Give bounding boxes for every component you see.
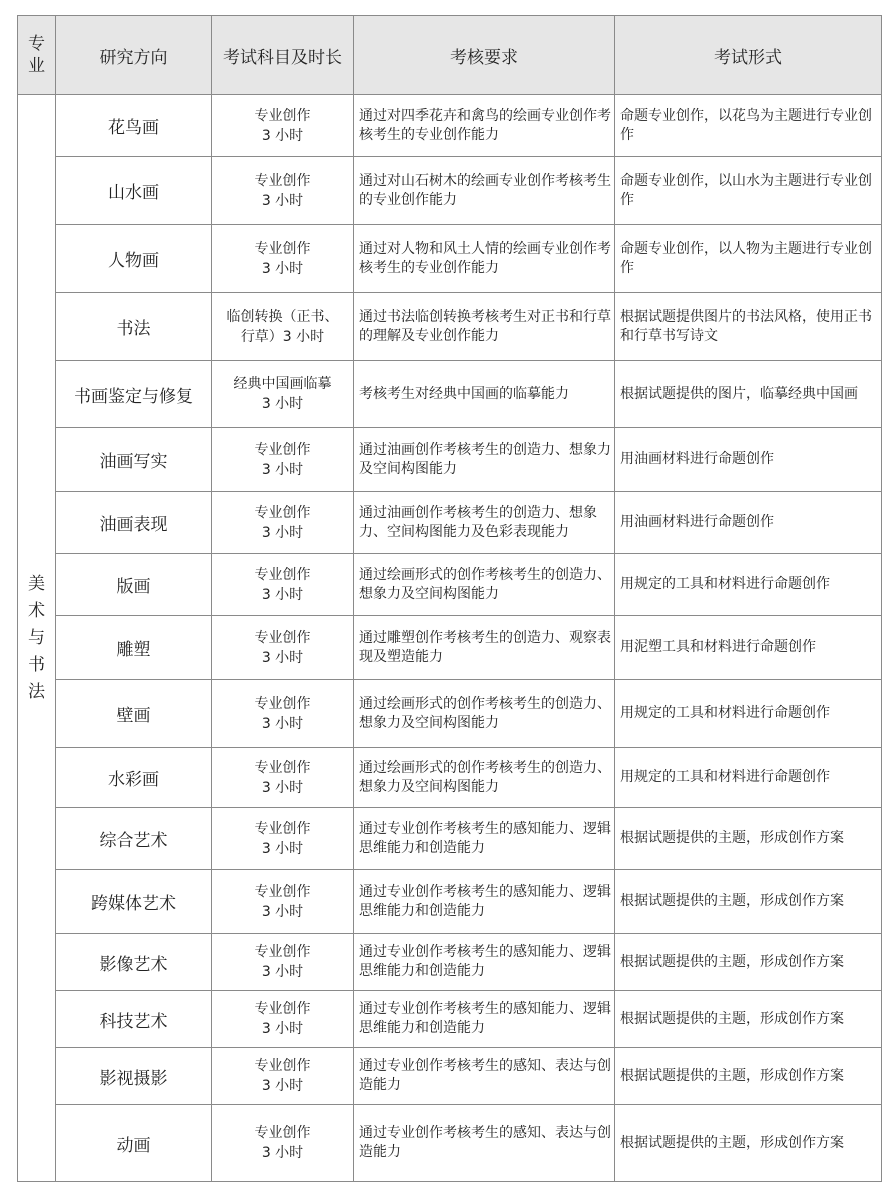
form-cell: 根据试题提供的主题，形成创作方案 [615,1105,882,1182]
direction-cell: 壁画 [56,680,212,748]
requirement-cell: 通过专业创作考核考生的感知、表达与创造能力 [354,1048,615,1105]
exam-cell: 专业创作 3 小时 [212,225,354,293]
table-row [18,870,882,934]
header-row [18,16,882,95]
direction-cell: 书画鉴定与修复 [56,361,212,428]
table-row [18,492,882,554]
form-cell: 命题专业创作，以人物为主题进行专业创作 [615,225,882,293]
table-row [18,554,882,616]
form-cell: 用规定的工具和材料进行命题创作 [615,680,882,748]
requirement-cell: 通过专业创作考核考生的感知能力、逻辑思维能力和创造能力 [354,934,615,991]
requirement-cell: 通过绘画形式的创作考核考生的创造力、想象力及空间构图能力 [354,554,615,616]
form-cell: 用泥塑工具和材料进行命题创作 [615,616,882,680]
major-cell [18,95,56,1182]
requirement-cell: 通过绘画形式的创作考核考生的创造力、想象力及空间构图能力 [354,680,615,748]
exam-cell: 专业创作 3 小时 [212,991,354,1048]
requirement-cell: 通过专业创作考核考生的感知能力、逻辑思维能力和创造能力 [354,808,615,870]
exam-table [17,15,882,1182]
requirement-cell: 通过对山石树木的绘画专业创作考核考生的专业创作能力 [354,157,615,225]
direction-cell: 山水画 [56,157,212,225]
header-requirement: 考核要求 [354,16,615,95]
exam-cell: 专业创作 3 小时 [212,428,354,492]
direction-cell: 书法 [56,293,212,361]
exam-cell: 临创转换（正书、 行草）3 小时 [212,293,354,361]
direction-cell: 影像艺术 [56,934,212,991]
direction-cell: 影视摄影 [56,1048,212,1105]
exam-cell: 专业创作 3 小时 [212,492,354,554]
exam-cell: 专业创作 3 小时 [212,1105,354,1182]
table-row [18,1105,882,1182]
direction-cell: 跨媒体艺术 [56,870,212,934]
table-row [18,428,882,492]
table-row [18,934,882,991]
direction-cell: 油画写实 [56,428,212,492]
direction-cell: 科技艺术 [56,991,212,1048]
table-row [18,95,882,157]
direction-cell: 花鸟画 [56,95,212,157]
header-exam: 考试科目及时长 [212,16,354,95]
form-cell: 用油画材料进行命题创作 [615,492,882,554]
direction-cell: 雕塑 [56,616,212,680]
requirement-cell: 通过对四季花卉和禽鸟的绘画专业创作考核考生的专业创作能力 [354,95,615,157]
exam-cell: 专业创作 3 小时 [212,157,354,225]
requirement-cell: 通过油画创作考核考生的创造力、想象力、空间构图能力及色彩表现能力 [354,492,615,554]
table-row [18,157,882,225]
form-cell: 用油画材料进行命题创作 [615,428,882,492]
requirement-cell: 考核考生对经典中国画的临摹能力 [354,361,615,428]
direction-cell: 人物画 [56,225,212,293]
direction-cell: 动画 [56,1105,212,1182]
exam-cell: 专业创作 3 小时 [212,616,354,680]
requirement-cell: 通过雕塑创作考核考生的创造力、观察表现及塑造能力 [354,616,615,680]
exam-cell: 专业创作 3 小时 [212,1048,354,1105]
table-row [18,808,882,870]
direction-cell: 油画表现 [56,492,212,554]
header-form: 考试形式 [615,16,882,95]
form-cell: 命题专业创作，以花鸟为主题进行专业创作 [615,95,882,157]
table-row [18,748,882,808]
exam-cell: 专业创作 3 小时 [212,748,354,808]
requirement-cell: 通过专业创作考核考生的感知能力、逻辑思维能力和创造能力 [354,991,615,1048]
exam-cell: 专业创作 3 小时 [212,680,354,748]
direction-cell: 水彩画 [56,748,212,808]
table-row [18,225,882,293]
requirement-cell: 通过书法临创转换考核考生对正书和行草的理解及专业创作能力 [354,293,615,361]
form-cell: 根据试题提供的主题，形成创作方案 [615,991,882,1048]
requirement-cell: 通过专业创作考核考生的感知能力、逻辑思维能力和创造能力 [354,870,615,934]
exam-cell: 专业创作 3 小时 [212,934,354,991]
table-row [18,293,882,361]
form-cell: 根据试题提供图片的书法风格，使用正书和行草书写诗文 [615,293,882,361]
requirement-cell: 通过专业创作考核考生的感知、表达与创造能力 [354,1105,615,1182]
table-row [18,616,882,680]
table-row [18,361,882,428]
form-cell: 根据试题提供的主题，形成创作方案 [615,1048,882,1105]
direction-cell: 综合艺术 [56,808,212,870]
exam-cell: 专业创作 3 小时 [212,808,354,870]
table-row [18,991,882,1048]
form-cell: 根据试题提供的主题，形成创作方案 [615,808,882,870]
table-row [18,680,882,748]
form-cell: 用规定的工具和材料进行命题创作 [615,554,882,616]
exam-cell: 专业创作 3 小时 [212,95,354,157]
form-cell: 用规定的工具和材料进行命题创作 [615,748,882,808]
table-row [18,1048,882,1105]
form-cell: 根据试题提供的主题，形成创作方案 [615,870,882,934]
form-cell: 命题专业创作，以山水为主题进行专业创作 [615,157,882,225]
requirement-cell: 通过对人物和风土人情的绘画专业创作考核考生的专业创作能力 [354,225,615,293]
requirement-cell: 通过绘画形式的创作考核考生的创造力、想象力及空间构图能力 [354,748,615,808]
requirement-cell: 通过油画创作考核考生的创造力、想象力及空间构图能力 [354,428,615,492]
header-major: 专业 [18,16,56,95]
exam-cell: 专业创作 3 小时 [212,870,354,934]
form-cell: 根据试题提供的图片，临摹经典中国画 [615,361,882,428]
exam-cell: 专业创作 3 小时 [212,554,354,616]
major-name: 美术与书法 [28,573,45,702]
exam-cell: 经典中国画临摹 3 小时 [212,361,354,428]
direction-cell: 版画 [56,554,212,616]
form-cell: 根据试题提供的主题，形成创作方案 [615,934,882,991]
header-direction: 研究方向 [56,16,212,95]
